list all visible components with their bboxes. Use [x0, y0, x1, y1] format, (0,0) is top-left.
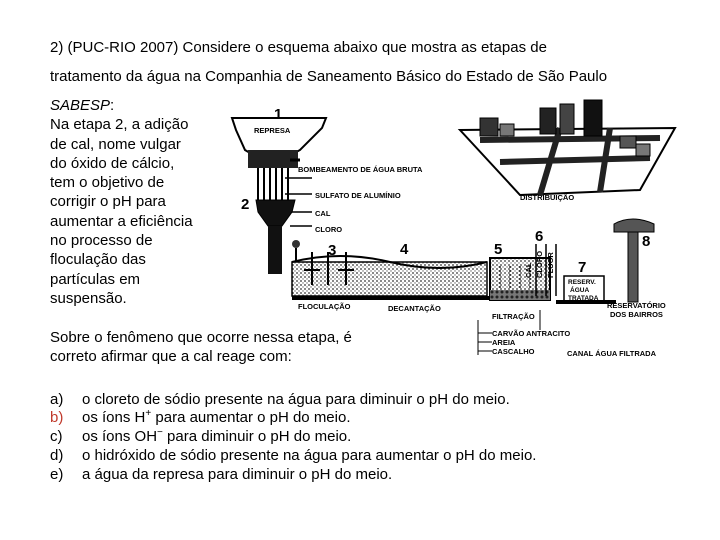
label-agua: ÁGUA — [570, 287, 590, 294]
prompt-line-1: Sobre o fenômeno que ocorre nessa etapa, é — [50, 329, 352, 346]
context-line: de cal, nome vulgar — [50, 135, 181, 153]
pipes — [258, 168, 288, 200]
label-cal-vertical: CAL — [524, 262, 533, 278]
context-line: partículas em — [50, 270, 141, 288]
option-text: o cloreto de sódio presente na água para diminuir o pH do meio. — [82, 391, 510, 408]
step-number-7: 7 — [578, 259, 587, 276]
context-line: Na etapa 2, a adição — [50, 116, 189, 134]
context-line: suspensão. — [50, 289, 127, 307]
context-line: floculação das — [50, 251, 146, 269]
label-decantacao: DECANTAÇÃO — [388, 304, 441, 313]
label-represa: REPRESA — [254, 126, 291, 135]
water-tower — [614, 219, 654, 232]
step-number-4: 4 — [400, 241, 409, 258]
context-line: corrigir o pH para — [50, 193, 166, 211]
step-number-1: 1 — [274, 106, 283, 123]
label-reservatorio: RESERVATÓRIO — [607, 301, 666, 310]
context-line: do óxido de cálcio, — [50, 154, 175, 172]
label-cascalho: CASCALHO — [492, 347, 535, 356]
label-areia: AREIA — [492, 338, 516, 347]
sabesp-line: SABESP: — [50, 97, 115, 114]
city-streets — [460, 128, 675, 195]
option-letter-selected: b) — [50, 409, 64, 426]
label-cal: CAL — [315, 209, 331, 218]
step-number-8: 8 — [642, 233, 651, 250]
label-dos-bairros: DOS BAIRROS — [610, 310, 663, 319]
option-letter: e) — [50, 466, 64, 483]
label-canal: CANAL ÁGUA FILTRADA — [567, 349, 657, 358]
label-sulfato: SULFATO DE ALUMÍNIO — [315, 191, 401, 200]
valve-icon — [292, 240, 300, 248]
label-cloro: CLORO — [315, 225, 343, 234]
label-reserv: RESERV. — [568, 279, 596, 286]
label-cloro-vertical: CLORO — [535, 250, 544, 278]
context-line: no processo de — [50, 232, 153, 250]
label-tratada: TRATADA — [568, 295, 599, 302]
option-c[interactable]: c) os íons OH− para diminuir o pH do meio. — [50, 427, 352, 445]
option-letter: a) — [50, 391, 64, 408]
question-line-1: 2) (PUC-RIO 2007) Considere o esquema abaixo que mostra as etapas de — [50, 39, 547, 56]
filter-gravel — [490, 290, 550, 300]
option-letter: d) — [50, 447, 64, 464]
sabesp-label: SABESP — [50, 97, 111, 114]
label-filtracao: FILTRAÇÃO — [492, 312, 535, 321]
option-letter: c) — [50, 428, 63, 445]
option-b[interactable]: b) os íons H+ para aumentar o pH do meio. — [50, 408, 351, 426]
label-bombeamento: BOMBEAMENTO DE ÁGUA BRUTA — [298, 165, 423, 174]
label-distribuicao: DISTRIBUIÇÃO — [520, 193, 575, 202]
mixing-funnel — [256, 200, 295, 226]
option-text: a água da represa para diminuir o pH do meio. — [82, 466, 393, 483]
question-line-2: tratamento da água na Companhia de Saneamento Básico do Estado de São Paulo — [50, 68, 608, 85]
step-number-5: 5 — [494, 241, 503, 258]
label-carvao: CARVÃO ANTRACITO — [492, 329, 571, 338]
tank-bottom — [292, 296, 492, 300]
funnel-stem — [268, 226, 282, 274]
step-number-3: 3 — [328, 242, 337, 259]
step-number-6: 6 — [535, 228, 544, 245]
step-number-2: 2 — [241, 196, 250, 213]
context-line: tem o objetivo de — [50, 174, 165, 192]
label-floculacao: FLOCULAÇÃO — [298, 302, 351, 311]
context-line: aumentar a eficiência — [50, 212, 193, 230]
prompt-line-2: correto afirmar que a cal reage com: — [50, 348, 292, 365]
label-fluor-vertical: FLÚOR — [546, 252, 555, 278]
option-text: o hidróxido de sódio presente na água para aumentar o pH do meio. — [82, 447, 537, 464]
